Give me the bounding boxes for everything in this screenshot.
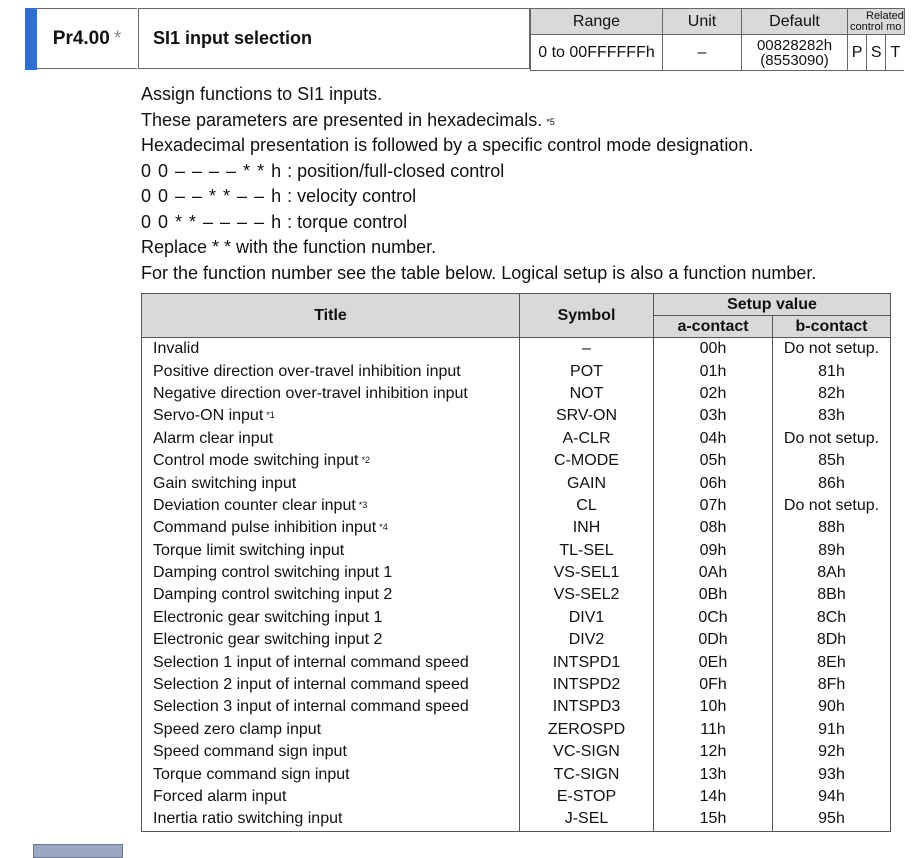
- b-contact-value: Do not setup.: [773, 338, 891, 361]
- b-contact-value: 94h: [773, 786, 891, 808]
- code-description: : position/full-closed control: [287, 160, 505, 181]
- b-contact-value: 8Ch: [773, 607, 891, 629]
- code-pattern: 0 0 * * – – – – h: [141, 211, 283, 232]
- function-title: [142, 540, 520, 562]
- function-title: [142, 696, 520, 718]
- table-row: [142, 338, 891, 361]
- b-contact-value: 90h: [773, 696, 891, 718]
- a-contact-value: 03h: [654, 405, 773, 427]
- table-row: [142, 472, 891, 494]
- function-symbol: E-STOP: [520, 786, 654, 808]
- function-symbol: A-CLR: [520, 428, 654, 450]
- function-symbol: DIV1: [520, 607, 654, 629]
- a-contact-value: 09h: [654, 540, 773, 562]
- function-symbol: VS-SEL2: [520, 584, 654, 606]
- function-title: [142, 674, 520, 696]
- description-line: For the function number see the table below. Logical setup is also a function number.: [141, 262, 817, 283]
- function-symbol: ZEROSPD: [520, 719, 654, 741]
- a-contact-value: 08h: [654, 517, 773, 539]
- function-symbol: CL: [520, 495, 654, 517]
- table-row: [142, 696, 891, 718]
- b-contact-value: 8Eh: [773, 651, 891, 673]
- table-row: [142, 495, 891, 517]
- default-header: Default: [742, 9, 848, 35]
- function-symbol: SRV-ON: [520, 405, 654, 427]
- function-title: [142, 360, 520, 382]
- function-title-text: Selection 2 input of internal command speed: [153, 676, 469, 694]
- parameter-number-text: Pr4.00: [52, 27, 110, 49]
- a-contact-value: 01h: [654, 360, 773, 382]
- footnote-ref: *5: [546, 116, 555, 127]
- function-symbol: GAIN: [520, 472, 654, 494]
- b-contact-value: 82h: [773, 383, 891, 405]
- mode-velocity: S: [867, 35, 886, 71]
- function-symbol: INH: [520, 517, 654, 539]
- mode-position: P: [848, 35, 867, 71]
- function-title: [142, 808, 520, 831]
- function-title: [142, 472, 520, 494]
- footnote-ref: *2: [361, 455, 370, 466]
- function-title-text: Electronic gear switching input 1: [153, 608, 383, 626]
- table-row: [142, 517, 891, 539]
- default-value-dec: (8553090): [760, 51, 829, 69]
- function-title-text: Electronic gear switching input 2: [153, 631, 383, 649]
- a-contact-value: 07h: [654, 495, 773, 517]
- b-contact-value: 86h: [773, 472, 891, 494]
- table-row: [142, 562, 891, 584]
- function-symbol: TC-SIGN: [520, 763, 654, 785]
- function-title-text: Damping control switching input 1: [153, 564, 393, 582]
- footnote-ref: *4: [379, 522, 388, 533]
- function-symbol: NOT: [520, 383, 654, 405]
- description-line: Assign functions to SI1 inputs.: [141, 84, 383, 104]
- column-header-a-contact: a-contact: [654, 316, 773, 338]
- function-title-text: Selection 1 input of internal command speed: [153, 653, 469, 671]
- table-row: [142, 584, 891, 606]
- function-title-text: Torque command sign input: [153, 765, 350, 783]
- function-title-text: Control mode switching input: [153, 452, 359, 470]
- mode-torque: T: [886, 35, 905, 71]
- table-row: [142, 719, 891, 741]
- b-contact-value: 88h: [773, 517, 891, 539]
- function-title: [142, 338, 520, 361]
- parameter-meta-table: [530, 8, 905, 71]
- footnote-ref: *1: [266, 410, 275, 421]
- function-symbol: INTSPD3: [520, 696, 654, 718]
- function-title: [142, 428, 520, 450]
- code-description: : torque control: [287, 211, 408, 232]
- function-symbol: POT: [520, 360, 654, 382]
- function-title-text: Speed zero clamp input: [153, 720, 322, 738]
- function-title-text: Forced alarm input: [153, 788, 287, 805]
- unit-value: –: [663, 35, 742, 71]
- a-contact-value: 11h: [654, 719, 773, 741]
- function-symbol: TL-SEL: [520, 540, 654, 562]
- table-row: [142, 450, 891, 472]
- parameter-header: [0, 0, 913, 70]
- b-contact-value: 8Dh: [773, 629, 891, 651]
- description: [141, 82, 816, 286]
- b-contact-value: Do not setup.: [773, 428, 891, 450]
- function-title-text: Gain switching input: [153, 474, 297, 492]
- function-title: [142, 383, 520, 405]
- function-title: [142, 517, 520, 539]
- description-line: [141, 108, 816, 134]
- b-contact-value: 91h: [773, 719, 891, 741]
- table-row: [142, 540, 891, 562]
- function-symbol: C-MODE: [520, 450, 654, 472]
- function-title-text: Alarm clear input: [153, 429, 274, 447]
- related-label-line2: control mo: [850, 20, 902, 33]
- b-contact-value: 85h: [773, 450, 891, 472]
- function-title-text: Torque limit switching input: [153, 541, 345, 559]
- function-title: [142, 741, 520, 763]
- table-row: [142, 763, 891, 785]
- function-symbol: DIV2: [520, 629, 654, 651]
- range-header: Range: [531, 9, 663, 35]
- a-contact-value: 10h: [654, 696, 773, 718]
- a-contact-value: 05h: [654, 450, 773, 472]
- function-title-text: Invalid: [153, 340, 200, 358]
- a-contact-value: 14h: [654, 786, 773, 808]
- b-contact-value: 8Fh: [773, 674, 891, 696]
- a-contact-value: 0Fh: [654, 674, 773, 696]
- a-contact-value: 0Bh: [654, 584, 773, 606]
- table-row: [142, 607, 891, 629]
- a-contact-value: 06h: [654, 472, 773, 494]
- function-table-body: [142, 338, 891, 832]
- function-title: [142, 629, 520, 651]
- table-row: [142, 651, 891, 673]
- code-pattern: 0 0 – – – – * * h: [141, 160, 283, 181]
- function-table: [141, 293, 891, 832]
- function-title: [142, 405, 520, 427]
- code-description: : velocity control: [287, 186, 417, 206]
- table-row: [142, 741, 891, 763]
- parameter-title: SI1 input selection: [138, 8, 530, 69]
- function-symbol: INTSPD1: [520, 651, 654, 673]
- b-contact-value: 95h: [773, 808, 891, 831]
- table-row: [142, 674, 891, 696]
- function-title: [142, 786, 520, 808]
- code-position: [141, 159, 816, 185]
- a-contact-value: 02h: [654, 383, 773, 405]
- a-contact-value: 12h: [654, 741, 773, 763]
- table-row: [142, 629, 891, 651]
- table-row: [142, 428, 891, 450]
- table-row: [142, 786, 891, 808]
- accent-bar: [25, 8, 37, 70]
- related-label-line1: Related: [866, 9, 904, 22]
- function-title: [142, 584, 520, 606]
- function-symbol: INTSPD2: [520, 674, 654, 696]
- function-title-text: Selection 3 input of internal command speed: [153, 698, 469, 716]
- description-line: Replace * * with the function number.: [141, 237, 437, 257]
- table-row: [142, 405, 891, 427]
- parameter-mark: *: [113, 27, 122, 49]
- function-symbol: –: [520, 338, 654, 361]
- b-contact-value: 8Bh: [773, 584, 891, 606]
- a-contact-value: 0Ah: [654, 562, 773, 584]
- a-contact-value: 0Dh: [654, 629, 773, 651]
- function-title-text: Command pulse inhibition input: [153, 519, 377, 537]
- b-contact-value: 93h: [773, 763, 891, 785]
- b-contact-value: 8Ah: [773, 562, 891, 584]
- function-title-text: Servo-ON input: [153, 407, 264, 425]
- function-title: [142, 450, 520, 472]
- function-title-text: Inertia ratio switching input: [153, 810, 343, 828]
- b-contact-value: 81h: [773, 360, 891, 382]
- parameter-number: [37, 8, 137, 69]
- function-title-text: Speed command sign input: [153, 743, 347, 761]
- function-title: [142, 651, 520, 673]
- a-contact-value: 15h: [654, 808, 773, 831]
- function-symbol: J-SEL: [520, 808, 654, 831]
- a-contact-value: 0Eh: [654, 651, 773, 673]
- function-symbol: VC-SIGN: [520, 741, 654, 763]
- column-header-symbol: Symbol: [520, 294, 654, 338]
- b-contact-value: Do not setup.: [773, 495, 891, 517]
- function-title-text: Deviation counter clear input: [153, 496, 356, 514]
- b-contact-value: 89h: [773, 540, 891, 562]
- a-contact-value: 00h: [654, 338, 773, 361]
- table-row: [142, 808, 891, 831]
- related-control-mode-header: [848, 9, 905, 35]
- function-title: [142, 607, 520, 629]
- function-title-text: Positive direction over-travel inhibition input: [153, 362, 461, 380]
- function-title-text: Negative direction over-travel inhibition input: [153, 384, 468, 402]
- a-contact-value: 04h: [654, 428, 773, 450]
- code-torque: [141, 210, 816, 236]
- code-pattern: 0 0 – – * * – – h: [141, 186, 283, 206]
- function-title: [142, 495, 520, 517]
- default-value: [742, 35, 848, 71]
- function-title: [142, 763, 520, 785]
- b-contact-value: 83h: [773, 405, 891, 427]
- default-value-hex: 00828282h: [756, 36, 833, 54]
- code-velocity: [141, 184, 816, 210]
- function-title: [142, 719, 520, 741]
- a-contact-value: 0Ch: [654, 607, 773, 629]
- function-symbol: VS-SEL1: [520, 562, 654, 584]
- description-text: These parameters are presented in hexadecimals.: [141, 109, 543, 130]
- footnote-ref: *3: [358, 499, 368, 510]
- table-row: [142, 360, 891, 382]
- range-value: 0 to 00FFFFFFh: [531, 35, 663, 71]
- unit-header: Unit: [663, 9, 742, 35]
- column-header-b-contact: b-contact: [773, 316, 891, 338]
- column-header-setup-value: Setup value: [654, 294, 891, 316]
- function-title: [142, 562, 520, 584]
- note-tag: [33, 844, 123, 858]
- function-title-text: Damping control switching input 2: [153, 586, 393, 604]
- table-row: [142, 383, 891, 405]
- description-line: Hexadecimal presentation is followed by a specific control mode designation.: [141, 135, 754, 155]
- b-contact-value: 92h: [773, 741, 891, 763]
- column-header-title: Title: [142, 294, 520, 338]
- a-contact-value: 13h: [654, 763, 773, 785]
